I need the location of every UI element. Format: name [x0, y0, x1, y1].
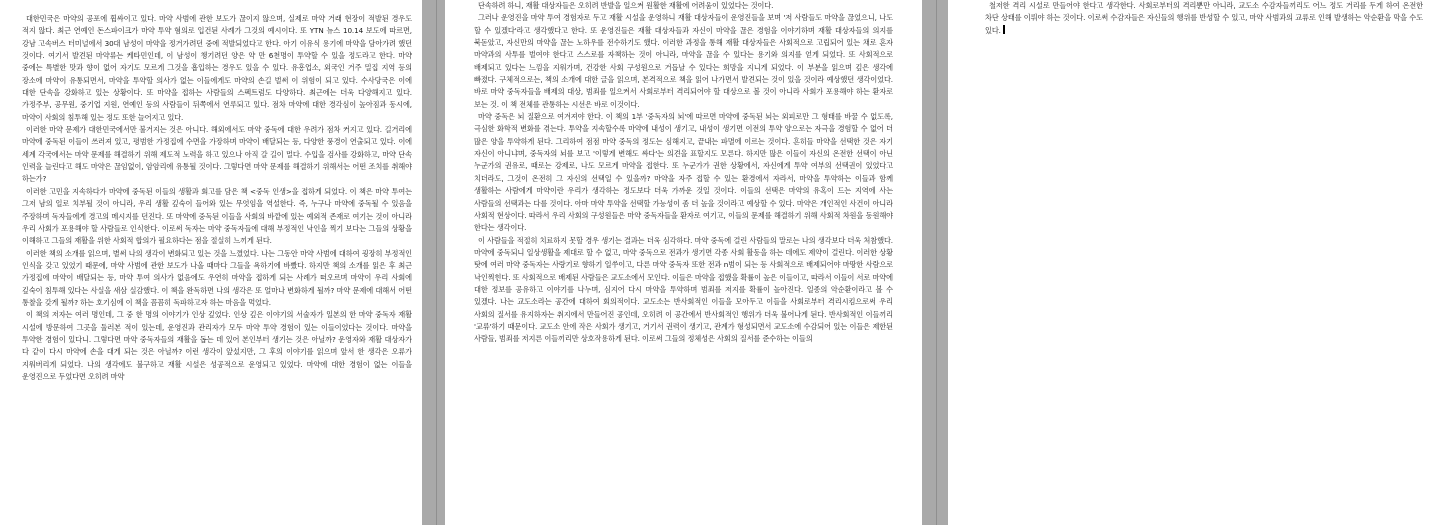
paragraph-text: 철저한 격리 시설로 만들어야 한다고 생각한다. 사회로부터의 격리뿐만 아니라, 교도소 수감자들끼리도 어느 정도 거리를 두게 하여 온전한 차단 상태를 이뤄야 하는 것이다. 이로써 수감자들은 자신들의 행위를 반성할 수 있고, 마약 사범과의 교류로 인해 발생하는 악순환을 막을 수도 있다. [985, 1, 1423, 35]
paragraph: 이러한 마약 문제가 대한민국에서만 불거지는 것은 아니다. 해외에서도 마약 중독에 대한 우려가 점차 커지고 있다. 길거리에 마약에 중독된 이들이 쓰러져 있고, 평범한 가정집에 수면을 가장하며 마약이 배달되는 등, 다양한 풍경이 연출되고 있다. 이에 세계 각국에서는 마약 문제를 해결하기 위해 제도적 노력을 하고 있으나 아직 갈 길이 멀다. 수입을 검사를 강화하고, 마약 단속 인력을 늘린다고 해도 마약은 끊임없이, 암암리에 유통될 것이다. 그렇다면 마약 문제를 해결하기 위해서는 어떤 조치를 취해야 하는가? [22, 125, 412, 184]
paragraph: 대한민국은 마약의 공포에 휩싸이고 있다. 마약 사범에 관한 보도가 끊이지 않으며, 실제로 마약 거래 현장이 적발된 경우도 적지 않다. 최근 연예인 돈스파이크가 마약 투약 혐의로 입건된 사례가 그것의 예시이다. 또 YTN 뉴스 10.14 보도에 따르면, 강남 고속버스 터미널에서 30대 남성이 마약을 정거가려던 중에 적발되었다고 한다. 아기 이유식 용기에 마약을 담아가려 했던 것이다. 여기서 발견된 마약류는 케타민인데, 이 남성이 챙기려던 양은 약 만 6천명이 투약할 수 있을 정도라고 한다. 마약 중에는 특별한 맛과 향이 없어 자기도 모르게 그것을 흡입하는 경우도 있을 수 있다. 유흥업소, 외국인 거주 밀집 지역 등의 장소에 마약이 유통되면서, 마약을 투약할 의사가 없는 이들에게도 마약의 손길 벌써 이 위험이 되고 있다. 수사당국은 이에 대한 단속을 강화하고 있는 상황이다. 또 마약을 접하는 사람들의 스펙트럼도 다양하다. 최근에는 더욱 다양해지고 있다. 가정주부, 공무원, 중기업 지원, 연예인 등의 사람들이 뒤쪽에서 연루되고 있다. 점차 마약에 대한 경각심이 높아짐과 동시에, 마약이 사회의 침투해 있는 정도 또한 늘어지고 있다. [22, 14, 412, 122]
page-gap-divider [436, 0, 437, 525]
paragraph: 마약 중독은 뇌 질환으로 여겨져야 한다. 이 책의 1부 '중독자의 뇌'에 따르면 마약에 중독된 뇌는 외피로만 그 형태를 바꿀 수 없도록, 극심한 화학적 변화를 겪는다. 투약을 지속할수록 마약에 내성이 생기고, 내성이 생기면 이전의 투약 양으로는 자극을 경험할 수 없어 더 많은 양을 투약하게 된다. 그리하여 점점 마약 중독의 정도는 심해지고, 끝내는 파멸에 이르는 것이다. 흔히들 마약을 선택한 것은 자기 자신이 아니냐며, 중독자의 뇌를 보고 '이렇게 변해도 싸다'는 의견을 표할지도 모른다. 하지만 많은 이들이 자신의 온전한 선택이 아닌 누군가의 권유로, 때로는 강제로, 나도 모르게 마약을 접한다. 또 누군가가 권한 상황에서, 자신에게 투약 여부의 선택권이 있었다고 치더라도, 그것이 온전히 그 자신의 선택일 수 있을까? 마약을 자주 접할 수 있는 환경에서 자라서, 마약을 투약하는 이들과 함께 생활하는 사람에게 마약이란 우리가 생각하는 정도보다 더욱 가까운 것일 것이다. 이들의 선택은 마약의 유혹이 드는 지역에 사는 사람들의 선택과는 다를 것이다. 아마 마약 투약을 선택할 가능성이 좀 더 높을 것이라고 예상할 수 있다. 마약은 개인적인 사건이 아니라 사회적 현상이다. 따라서 우리 사회의 구성원들은 마약 중독자들을 환자로 여기고, 이들의 문제를 해결하기 위해 사회적 차원을 동원해야 한다는 생각이다. [474, 112, 893, 233]
paragraph-last[interactable] [985, 0, 1423, 37]
document-page-2[interactable] [445, 0, 922, 525]
paragraph: 이러한 책의 소개를 읽으며, 별써 나의 생각이 변화되고 있는 것을 느꼈었다. 나는 그동안 마약 사범에 대하여 굉장히 부정적인 인식을 갖고 있었기 때문에, 마약 사범에 관한 보도가 나올 때마다 그들을 욕하기에 바빴다. 하지만 책의 소개를 읽은 후 최근 가정집에 마약이 배달되는 등, 마약 투여 의사가 없음에도 우연히 마약을 접하게 되는 사례가 떠오르며 마약이 우리 사회에 깊숙이 침투해 있다는 사실을 새삼 실감했다. 이 책을 완독하면 나의 생각은 또 얼마나 변화하게 될까? 마약 문제에 대해서 어떤 통찰을 갖게 될까? 하는 호기심에 이 책을 꼼꼼히 독파하고자 하는 마음을 먹었다. [22, 248, 412, 307]
paragraph: 단속하려 하니, 재활 대상자들은 오히려 반발을 일으켜 원활한 재활에 어려움이 있었다는 것이다. [478, 1, 774, 10]
paragraph: 이러한 고민을 지속하다가 마약에 중독된 이들의 생활과 회고를 담은 책 <중독 인생>을 접하게 되었다. 이 책은 마약 투여는 그저 남의 일로 치부될 것이 아니라, 우리 생활 깊숙이 들어와 있는 무엇임을 역설한다. 즉, 누구나 마약에 중독될 수 있음을 주장하며 독자들에게 경고의 메시지를 던진다. 또 마약에 중독된 이들을 사회의 바깥에 있는 예외적 존재로 여기는 것이 아니라 우리 사회가 포용해야 할 사람들로 인식한다. 이로써 독자는 마약 중독자들에 대해 부정적인 낙인을 찍기 보다는 그들의 상황을 이해하고 그들의 재활을 위한 사회적 합의가 필요하다는 점을 절실히 느끼게 된다. [22, 186, 412, 246]
paragraph: 이 사람들을 적절히 치료하지 못할 경우 생기는 결과는 더욱 심각하다. 마약 중독에 걸린 사람들의 말로는 나의 생각보다 더욱 처참했다. 마약에 중독되니 일상생활을 제대로 할 수 없고, 마약 중독으로 전과가 생기면 각종 사회 활동을 하는 데에도 제약이 걸린다. 이러한 상황 탓에 여러 마약 중독자는 사랑기로 향하기 일쑤이고, 다른 마약 중독자 또한 전과 n범이 되는 등 사회적으로 배제되어야 마땅한 사람으로 낙인찍힌다. 또 사회적으로 배제된 사람들은 교도소에서 모인다. 이들은 마약을 접했을 확률이 높은 이들이고, 따라서 이들이 서로 마약에 대한 정보를 공유하고 이야기를 나누며, 심지어 다시 마약을 투약하며 범죄를 저지를 확률이 높아진다. 일종의 악순환이라고 볼 수 있겠다. 나는 교도소라는 공간에 대하여 회의적이다. 교도소는 반사회적인 이들을 모아두고 이들을 사회로부터 격리시킴으로써 우리 사회의 질서를 유지하자는 취지에서 만들어진 공인데, 오히려 이 공간에서 반사회적인 행위가 더욱 불어나게 된다. 반사회적인 이들끼리 '교류'하기 때문이다. 교도소 안에 작은 사회가 생기고, 거기서 권력이 생기고, 관계가 형성되면서 교도소에 수감되어 있는 이들은 제한된 사람들, 범죄를 저지른 이들끼리만 상호작용하게 된다. 이로써 그들의 정체성은 사회의 질서를 준수하는 이들의 [474, 235, 893, 344]
document-page-3[interactable] [948, 0, 1430, 525]
paragraph: 이 책의 저자는 여러 명인데, 그 중 한 명의 이야기가 인상 깊었다. 인상 깊은 이야기의 서술자가 일본의 한 마약 중독자 재활 시설에 방문하여 그곳을 둘러본 적이 있는데, 운영진과 관리자가 모두 마약 투약 경험이 있는 이들이었다는 것이다. 마약을 투약한 경험이 있다니. 그렇다면 마약 중독자들의 재활을 돕는 데 있어 본인부터 생기는 것은 아닐까? 운영자와 재활 대상자가 다 같이 다시 마약에 손을 대게 되는 것은 아닐까? 이런 생각이 앞섰지만, 그 후의 이야기를 읽으며 앞서 한 생각은 오류가 지워버리게 되었다. 나의 생각에도 불구하고 재활 시설은 성공적으로 운영되고 있었다. 마약에 대한 경험이 없는 이들을 운영진으로 두었다면 오히려 마약 [22, 310, 412, 381]
text-cursor [1003, 25, 1005, 34]
page-gap-divider [936, 0, 937, 525]
paragraph: 그러나 운영진을 마약 투여 경험자로 두고 재활 시설을 운영하니 재활 대상자들이 운영진들을 보며 '저 사람들도 마약을 끊었으니, 나도 할 수 있겠다'라고 생각했다고 한다. 또 운영진들은 재활 대상자들과 자신이 마약을 끊은 경험을 이야기하며 재활 대상자들의 의지를 북돋았고, 자신만의 마약을 끊는 노하우를 전수하기도 했다. 이러한 과정을 통해 재활 대상자들은 사회적으로 고립되어 있는 채로 혼자 마약과의 사투를 벌여야 한다고 스스로를 자책하는 것이 아니라, 마약을 끊을 수 있다는 용기와 의지를 얻게 되었다. 또 사회적으로 배제되고 있다는 느낌을 지워가며, 건강한 사회 구성원으로 거듭날 수 있다는 희망을 지니게 되었다. 이 부분을 읽으며 깊은 생각에 빠졌다. 구체적으로는, 책의 소개에 대한 글을 읽으며, 본격적으로 책을 읽어 나가면서 발견되는 것이 있을 것이라 예상했던 생각이었다. 바로 마약 중독자들을 배제의 대상, 범죄를 일으켜서 사회로부터 격리되어야 할 대상으로 볼 것이 아니라 사회가 포용해야 하는 환자로 보는 것. 이 책 전체를 관통하는 시선은 바로 이것이다. [474, 13, 893, 109]
document-page-1[interactable] [0, 0, 422, 525]
